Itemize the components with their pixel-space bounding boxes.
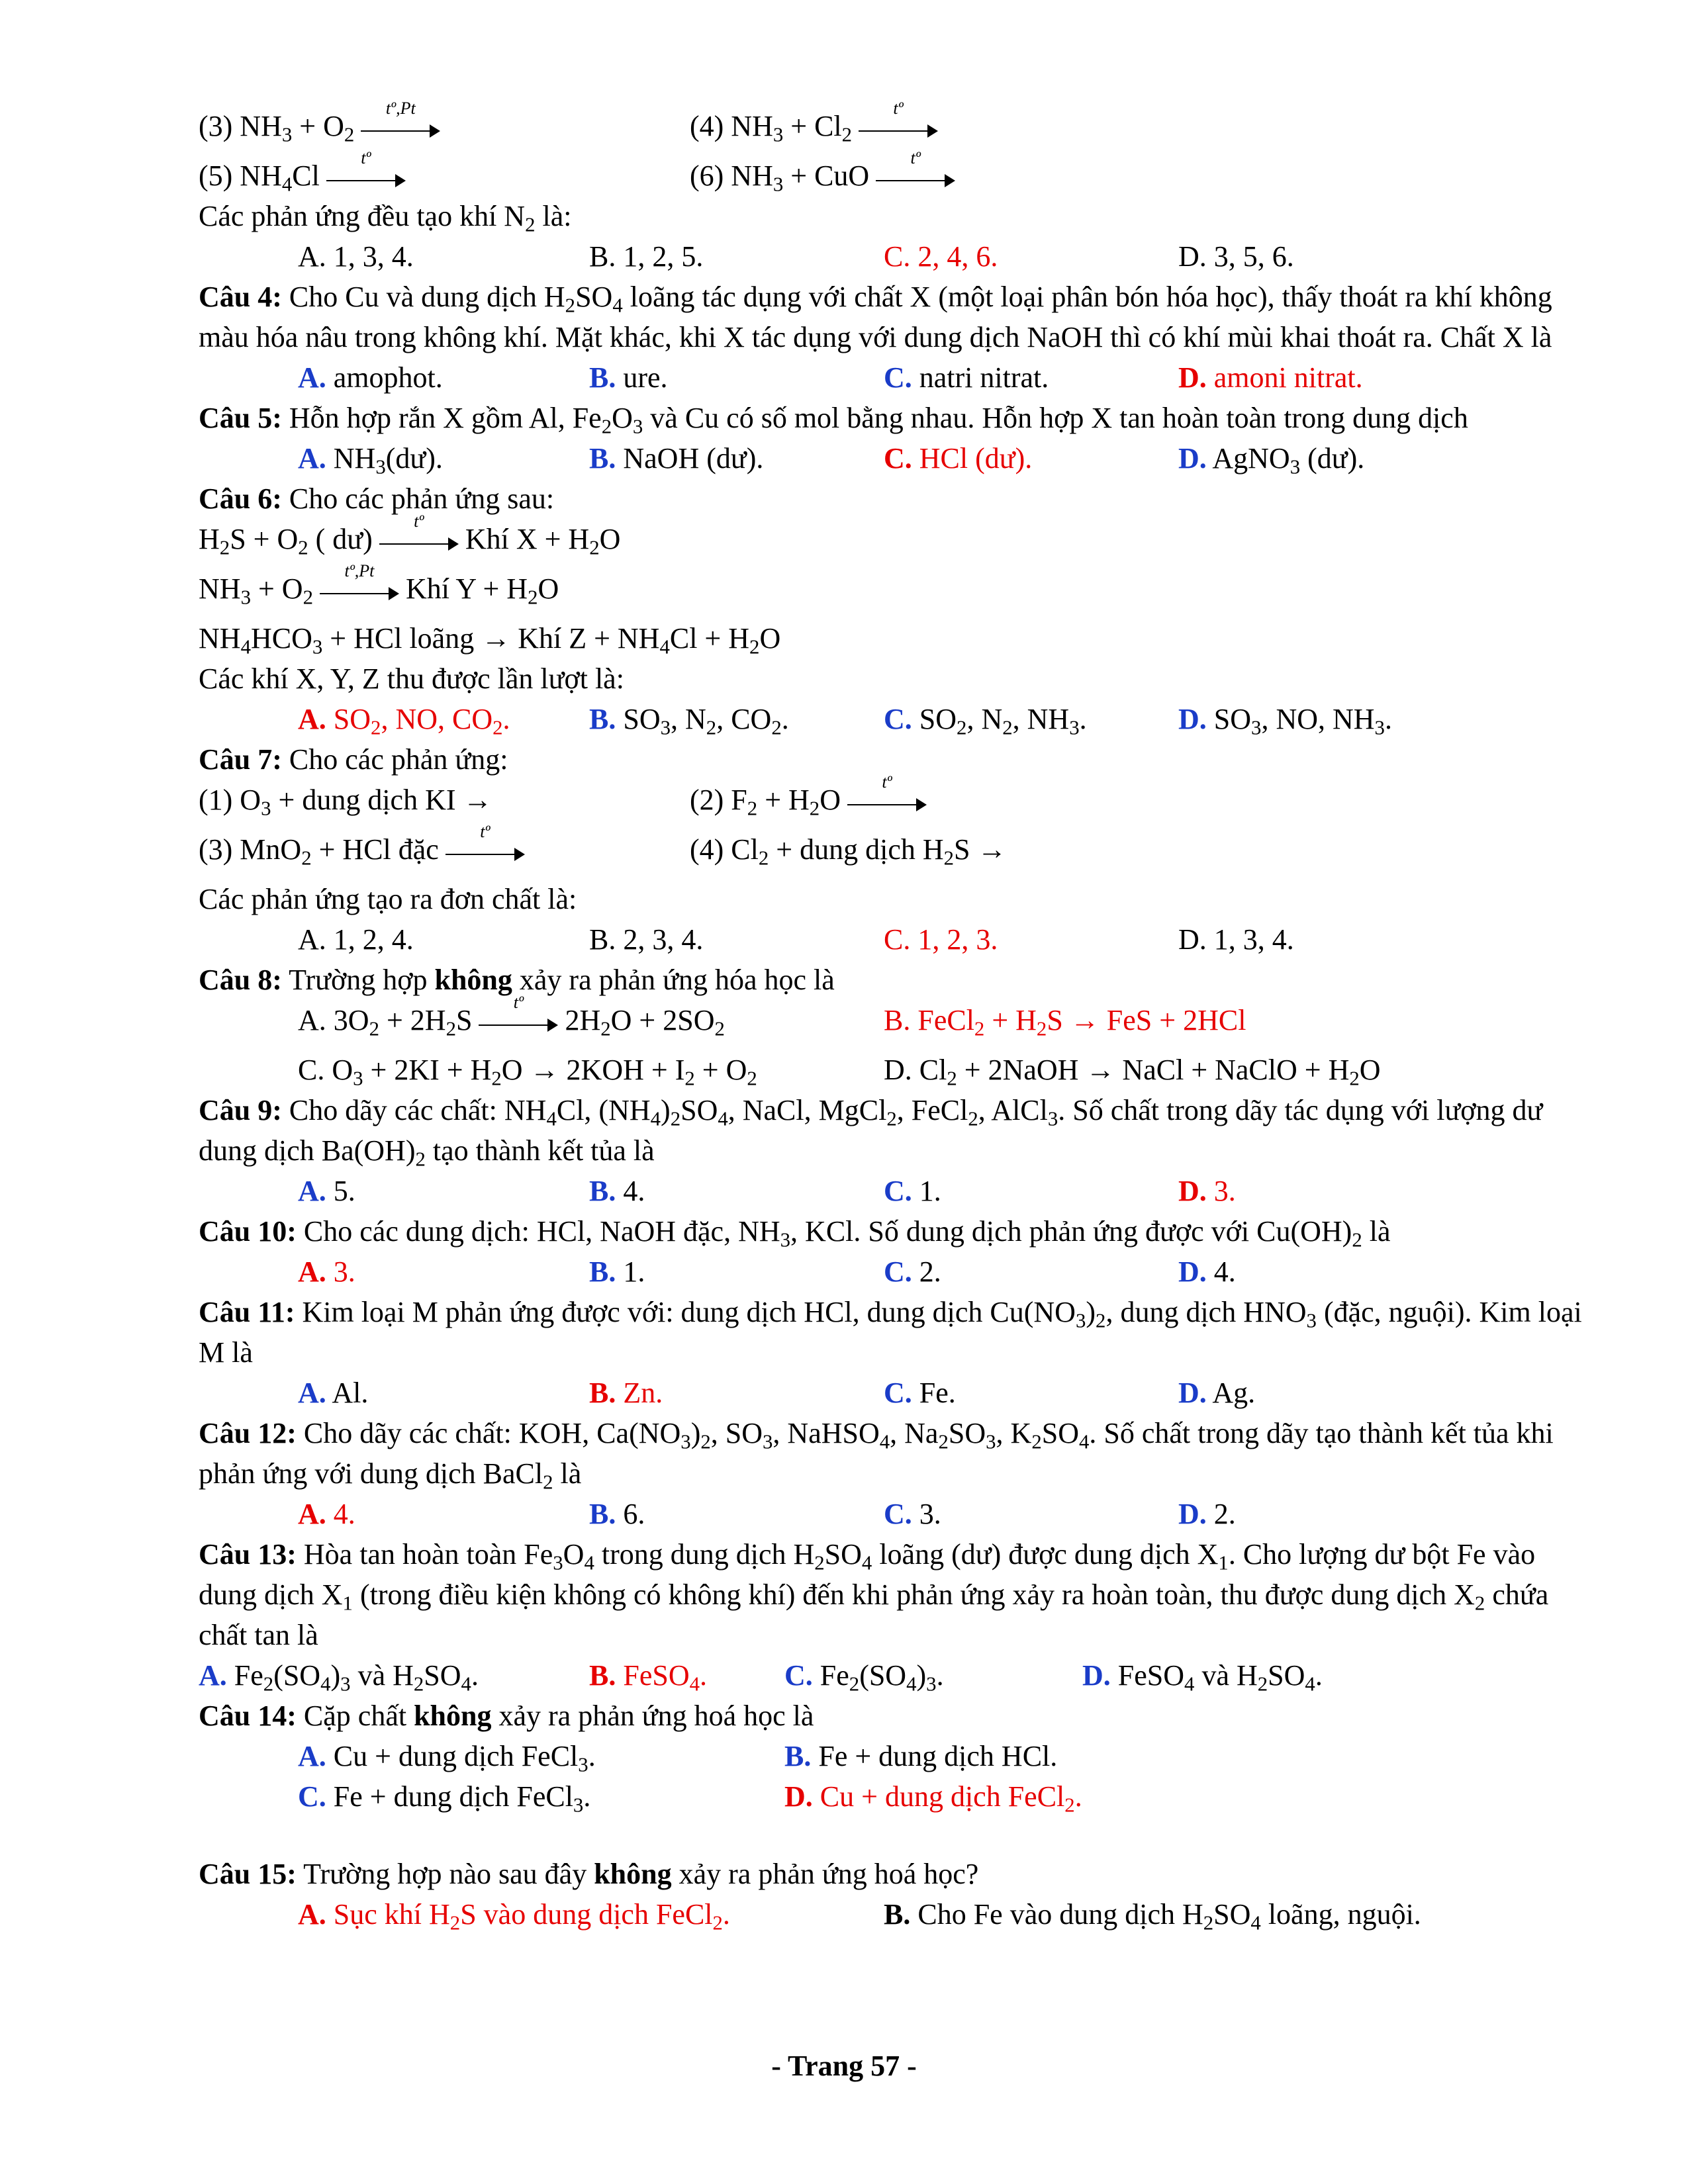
reaction-1: (1) $O_3$ + dung dịch KI → [199,784,492,820]
reaction-row-5-6 [199,148,1589,196]
option-a: A. 1, 3, 4. [298,240,414,273]
equation-1: $H_2S + O_2$ ( dư) tº Khí $X + H_2O$ [199,511,621,559]
option-a-correct: A. Sục khí $H_2S$ vào dung dịch FeCl$_2$. [298,1898,730,1934]
question-7: Câu 7: Cho các phản ứng: [199,743,508,776]
reaction-arrow-icon: tº [379,529,459,555]
answer-options [199,1050,1589,1090]
option-c: C. 1. [884,1175,941,1207]
equation-2: $NH_3 + O_2$ tº,Pt Khí $Y + H_2O$ [199,561,559,609]
option-a: A. $NH_3(dư)$. [298,442,443,478]
option-c: C. Fe. [884,1377,956,1409]
document-page [199,98,1589,1934]
answer-options [199,1776,1589,1817]
question-12: Câu 12: Cho dãy các chất: KOH, $Ca(NO_3)_2$, $SO_3$, NaHSO$_4$, $Na_2SO_3$, $K_2SO_4$. Số chất trong dãy tạo thành kết tủa khi phản ứng với dung dịch BaCl$_2$ là [199,1417,1554,1494]
option-a: A. $3O_2 + 2H_2S$ tº $2H_2O + 2SO_2$ [298,992,725,1040]
reaction-arrow-icon: tº,Pt [320,578,399,605]
question-prompt: Các phản ứng tạo ra đơn chất là: [199,883,577,915]
answer-options [199,919,1589,960]
option-b: B. 4. [589,1175,645,1207]
answer-options [199,357,1589,398]
option-b: B. ure. [589,361,668,394]
option-a: A. Al. [298,1377,369,1409]
option-c: C. $O_3 + 2KI + H_2O \to 2KOH + I_2 + O_2$ [298,1054,757,1090]
answer-options [199,992,1589,1050]
option-d-correct: D. 3. [1178,1175,1236,1207]
answer-options [199,1494,1589,1534]
option-b: B. 1. [589,1255,645,1288]
answer-options [199,1736,1589,1776]
option-c: C. 2. [884,1255,941,1288]
option-d: D. Ag. [1178,1377,1256,1409]
question-9: Câu 9: Cho dãy các chất: $NH_4Cl$, $(NH_4)_2SO_4$, NaCl, MgCl$_2$, FeCl$_2$, AlCl$_3$. Số chất trong dãy tác dụng với lượng dư dung dịch $Ba(OH)_2$ tạo thành kết tủa là [199,1094,1543,1171]
option-a: A. amophot. [298,361,443,394]
option-c: C. Fe + dung dịch FeCl$_3$. [298,1780,591,1817]
option-d: D. 1, 3, 4. [1178,923,1294,956]
reaction-arrow-icon: tº [479,1010,558,1036]
option-c-correct: C. 1, 2, 3. [884,923,998,956]
option-a-correct: A. 3. [298,1255,355,1288]
question-6: Câu 6: Cho các phản ứng sau: [199,482,555,515]
option-c: C. $Fe_2(SO_4)_3$. [784,1659,944,1696]
option-d: D. 4. [1178,1255,1236,1288]
question-13: Câu 13: Hòa tan hoàn toàn $Fe_3O_4$ trong dung dịch $H_2SO_4$ loãng (dư) được dung dịch $X_1$. Cho lượng dư bột Fe vào dung dịch $X_1$ (trong điều kiện không có không khí) đến khi phản ứng xảy ra hoàn toàn, thu được dung dịch $X_2$ chứa chất tan là [199,1538,1549,1651]
reaction-arrow-icon: tº [445,839,525,866]
answer-options [199,699,1589,739]
option-b: B. 1, 2, 5. [589,240,704,273]
option-a: A. $Fe_2(SO_4)_3$ và $H_2SO_4$. [199,1659,479,1696]
reaction-arrow-icon: tº,Pt [361,116,440,142]
question-15: Câu 15: Trường hợp nào sau đây không xảy ra phản ứng hoá học? [199,1858,979,1890]
option-b: B. Cho Fe vào dung dịch $H_2SO_4$ loãng, nguội. [884,1898,1421,1934]
answer-options [199,1251,1589,1292]
question-8: Câu 8: Trường hợp không xảy ra phản ứng hóa học là [199,964,835,996]
reaction-row-3-4 [199,821,1589,879]
reaction-arrow-icon: tº [859,116,938,142]
option-a: A. Cu + dung dịch FeCl$_3$. [298,1740,596,1776]
reaction-row-1-2 [199,772,1589,829]
reaction-arrow-icon: tº [326,165,406,192]
question-11: Câu 11: Kim loại M phản ứng được với: dung dịch HCl, dung dịch $Cu(NO_3)_2$, dung dịch $HNO_3$ (đặc, nguội). Kim loại M là [199,1296,1582,1369]
reaction-arrow-icon: tº [876,165,955,192]
option-a: A. 1, 2, 4. [298,923,414,956]
option-d: D. 2. [1178,1498,1236,1530]
reaction-4: (4) $NH_3 + Cl_2$ tº [690,106,945,146]
option-b: B. $SO_3$, $N_2$, $CO_2$. [589,703,789,739]
option-d: D. 3, 5, 6. [1178,240,1294,273]
answer-options [199,1894,1589,1934]
question-5: Câu 5: Hỗn hợp rắn X gồm Al, $Fe_2O_3$ và Cu có số mol bằng nhau. Hỗn hợp X tan hoàn toàn trong dung dịch [199,402,1468,438]
option-d: D. FeSO$_4$ và $H_2SO_4$. [1082,1659,1323,1696]
question-prompt: Các khí X, Y, Z thu được lần lượt là: [199,662,624,695]
option-c-correct: C. 2, 4, 6. [884,240,998,273]
question-4: Câu 4: Cho Cu và dung dịch $H_2SO_4$ loãng tác dụng với chất X (một loại phân bón hóa học), thấy thoát ra khí không màu hóa nâu trong không khí. Mặt khác, khi X tác dụng với dung dịch NaOH thì có khí mùi khai thoát ra. Chất X là [199,281,1552,353]
option-a: A. 5. [298,1175,355,1207]
option-b-correct: B. FeSO$_4$. [589,1659,708,1696]
reaction-6: (6) $NH_3$ + CuO tº [690,156,962,196]
spacer [199,1817,1589,1854]
option-d-correct: D. Cu + dung dịch FeCl$_2$. [784,1780,1082,1817]
option-d: D. $Cl_2$ + 2NaOH → NaCl + NaClO + $H_2O$ [884,1054,1381,1090]
answer-options [199,236,1589,277]
option-a-correct: A. 4. [298,1498,355,1530]
option-b: B. 6. [589,1498,645,1530]
answer-options [199,1171,1589,1211]
reaction-3: (3) $NH_3 + O_2$ tº,Pt [199,106,447,146]
option-c: C. $SO_2$, $N_2$, $NH_3$. [884,703,1087,739]
option-b: B. Fe + dung dịch HCl. [784,1740,1058,1772]
question-14: Câu 14: Cặp chất không xảy ra phản ứng hoá học là [199,1700,814,1732]
reaction-5: (5) $NH_4Cl$ tº [199,156,412,196]
equation-3: $NH_4HCO_3$ + HCl loãng → Khí $Z + NH_4Cl + H_2O$ [199,622,781,659]
answer-options [199,438,1589,478]
option-b: B. 2, 3, 4. [589,923,704,956]
reaction-arrow-icon: tº [847,790,927,816]
option-d: D. $SO_3$, NO, $NH_3$. [1178,703,1392,739]
option-a-correct: A. $SO_2$, NO, $CO_2$. [298,703,510,739]
option-b: B. NaOH (dư). [589,442,764,475]
option-d-correct: D. amoni nitrat. [1178,361,1363,394]
option-c: C. natri nitrat. [884,361,1049,394]
question-10: Câu 10: Cho các dung dịch: HCl, NaOH đặc, $NH_3$, KCl. Số dung dịch phản ứng được với $Cu(OH)_2$ là [199,1215,1391,1251]
option-c: C. 3. [884,1498,941,1530]
option-b-correct: B. FeCl$_2$ + $H_2S$ → FeS + 2HCl [884,1004,1246,1040]
answer-options [199,1373,1589,1413]
page-number: - Trang 57 - [771,2050,917,2082]
reaction-2: (2) $F_2 + H_2O$ tº [690,780,933,820]
answer-options [199,1655,1589,1696]
option-d: D. AgNO$_3$ (dư). [1178,442,1365,478]
option-b-correct: B. Zn. [589,1377,663,1409]
reaction-4: (4) $Cl_2$ + dung dịch $H_2S$ → [690,833,1007,870]
option-c-correct: C. HCl (dư). [884,442,1033,475]
reaction-3: (3) MnO$_2$ + HCl đặc tº [199,829,532,870]
question-prompt: Các phản ứng đều tạo khí $N_2$ là: [199,200,572,236]
